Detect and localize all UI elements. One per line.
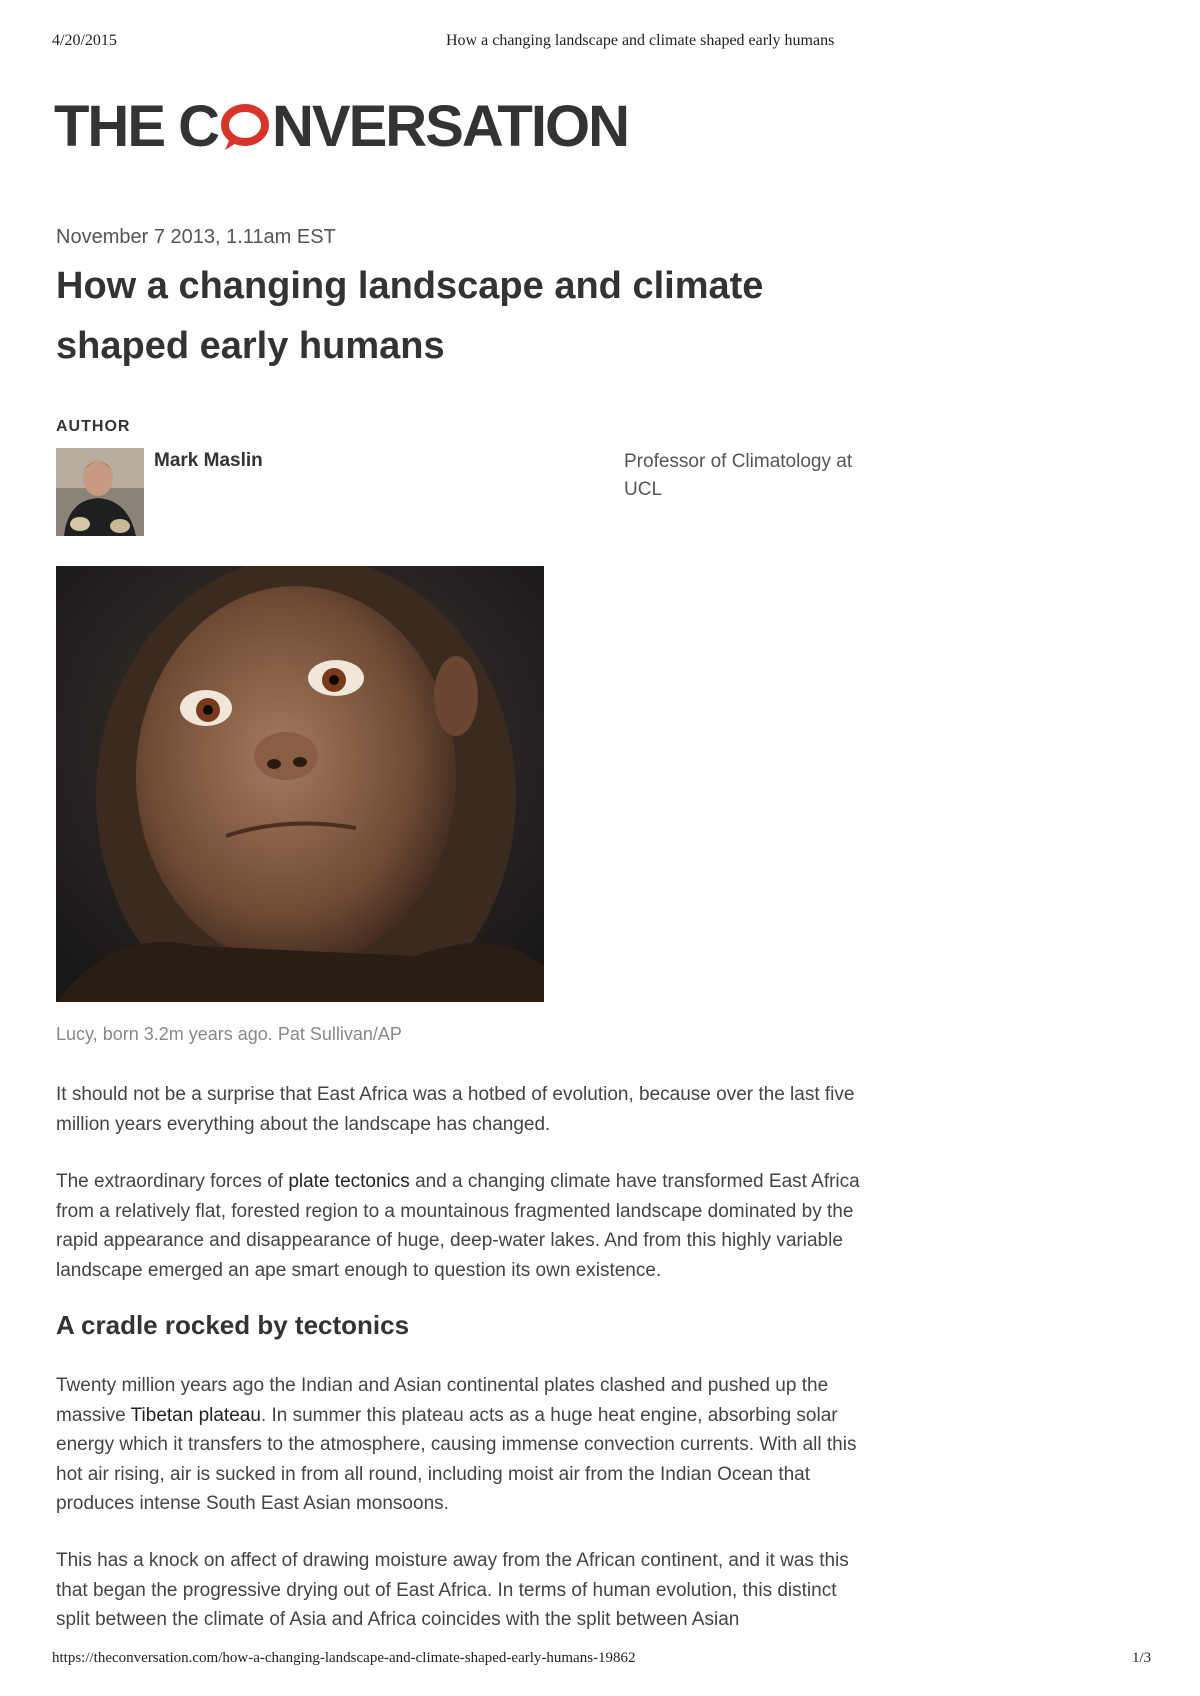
paragraph-3 [56,1371,866,1519]
author-avatar[interactable] [56,448,144,536]
paragraph-2 [56,1167,866,1285]
site-logo[interactable] [54,92,628,162]
paragraph-4: This has a knock on affect of drawing moisture away from the African continent, and it was this that began the progressive drying out of East Africa. In terms of human evolution, this distinct split between the climate of Asia and Africa coincides with the split between Asian [56,1550,849,1630]
paragraph-2-text-a: The extraordinary forces of [56,1171,289,1192]
tibetan-plateau-link[interactable]: Tibetan plateau [130,1404,261,1426]
paragraph-2-text-b: and a changing climate have transformed East Africa from a relatively flat, forested region to a mountainous fragmented landscape dominated by the rapid appearance and disappearance of huge, deep-water lakes. And from this highly variable landscape emerged an ape smart enough to question its own existence. [56,1171,860,1281]
paragraph-3-text-b: . In summer this plateau acts as a huge heat engine, absorbing solar energy which it transfers to the atmosphere, causing immense convection currents. With all this hot air rising, air is sucked in from all round, including moist air from the Indian Ocean that produces intense South East Asian monsoons. [56,1404,857,1514]
author-label: AUTHOR [56,418,131,435]
speech-bubble-icon [219,100,271,154]
publish-date: November 7 2013, 1.11am EST [56,226,336,248]
author-role: Professor of Climatology at UCL [624,451,853,500]
print-footer-page: 1/3 [1132,1650,1152,1666]
plate-tectonics-link[interactable]: plate tectonics [288,1171,410,1192]
article-title: How a changing landscape and climate shaped early humans [56,265,764,367]
image-caption-text: Lucy, born 3.2m years ago. [56,1024,273,1044]
print-footer-url: https://theconversation.com/how-a-changing-landscape-and-climate-shaped-early-humans-19862 [52,1650,636,1666]
image-caption [56,1024,402,1045]
logo-text-part1: THE C [54,94,218,159]
section-heading: A cradle rocked by tectonics [56,1310,410,1340]
logo-text-part2: NVERSATION [272,94,628,159]
print-header-title: How a changing landscape and climate shaped early humans [446,32,835,49]
article-image [56,566,544,1002]
author-name[interactable]: Mark Maslin [154,450,263,471]
image-credit: Pat Sullivan/AP [277,1024,402,1044]
paragraph-3-text-a: Twenty million years ago the Indian and Asian continental plates clashed and pushed up the massive [56,1375,829,1426]
paragraph-1: It should not be a surprise that East Africa was a hotbed of evolution, because over the last five million years everything about the landscape has changed. [56,1084,855,1135]
print-header-date: 4/20/2015 [52,32,117,49]
